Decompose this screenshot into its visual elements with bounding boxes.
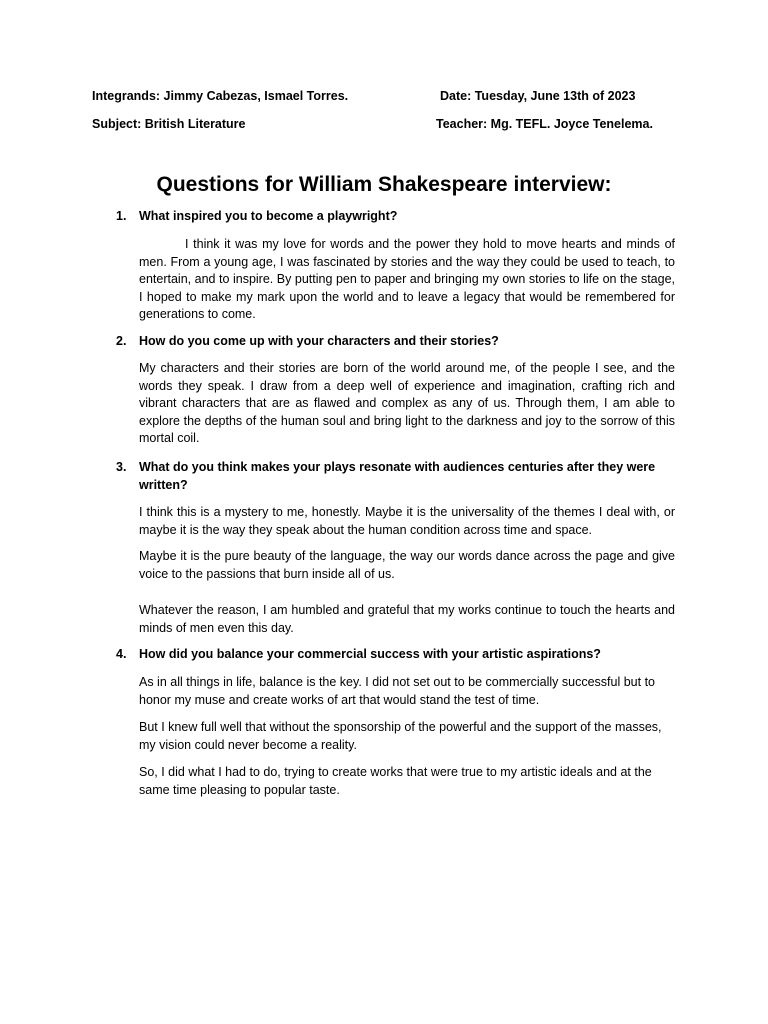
question-text: What do you think makes your plays resonate with audiences centuries after they were written? [139, 460, 656, 492]
question-number: 1. [116, 209, 127, 223]
answer-paragraph: Maybe it is the pure beauty of the language, the way our words dance across the page and give voice to the passions that burn inside all of us. [139, 549, 675, 581]
answer-paragraph: I think it was my love for words and the power they hold to move hearts and minds of men. From a young age, I was fascinated by stories and the way they could be used to teach, to entertain, and to inspire. By putting pen to paper and bringing my own stories to life on the stage, I hoped to make my mark upon the world and to leave a legacy that would be remembered for generations to come. [139, 237, 675, 322]
teacher-line: Teacher: Mg. TEFL. Joyce Tenelema. [436, 117, 653, 131]
subject-line: Subject: British Literature [92, 117, 246, 131]
question-number: 2. [116, 334, 127, 348]
page-title: Questions for William Shakespeare interview: [156, 173, 612, 196]
question-text: How do you come up with your characters and their stories? [139, 334, 499, 348]
date-line: Date: Tuesday, June 13th of 2023 [440, 89, 636, 103]
question-number: 4. [116, 647, 127, 661]
answer-paragraph: My characters and their stories are born of the world around me, of the people I see, and the words they speak. I draw from a deep well of experience and imagination, crafting rich and vibrant characters that are as flawed and complex as any of us. Through them, I am able to explore the depths of the human soul and bring light to the darkness and joy to the sorrow of this mortal coil. [139, 361, 675, 446]
question-number: 3. [116, 460, 127, 474]
answer-paragraph: As in all things in life, balance is the key. I did not set out to be commercially successful but to honor my muse and create works of art that would stand the test of time. [139, 675, 655, 707]
integrands-line: Integrands: Jimmy Cabezas, Ismael Torres. [92, 89, 349, 103]
answer-paragraph: But I knew full well that without the sponsorship of the powerful and the support of the masses, my vision could never become a reality. [139, 720, 662, 752]
answer-paragraph: I think this is a mystery to me, honestly. Maybe it is the universality of the themes I deal with, or maybe it is the way they speak about the human condition across time and space. [139, 505, 675, 537]
question-text: How did you balance your commercial success with your artistic aspirations? [139, 647, 601, 661]
question-text: What inspired you to become a playwright? [139, 209, 398, 223]
answer-paragraph: So, I did what I had to do, trying to create works that were true to my artistic ideals and at the same time pleasing to popular taste. [139, 765, 652, 797]
answer-paragraph: Whatever the reason, I am humbled and grateful that my works continue to touch the hearts and minds of men even this day. [139, 603, 675, 635]
